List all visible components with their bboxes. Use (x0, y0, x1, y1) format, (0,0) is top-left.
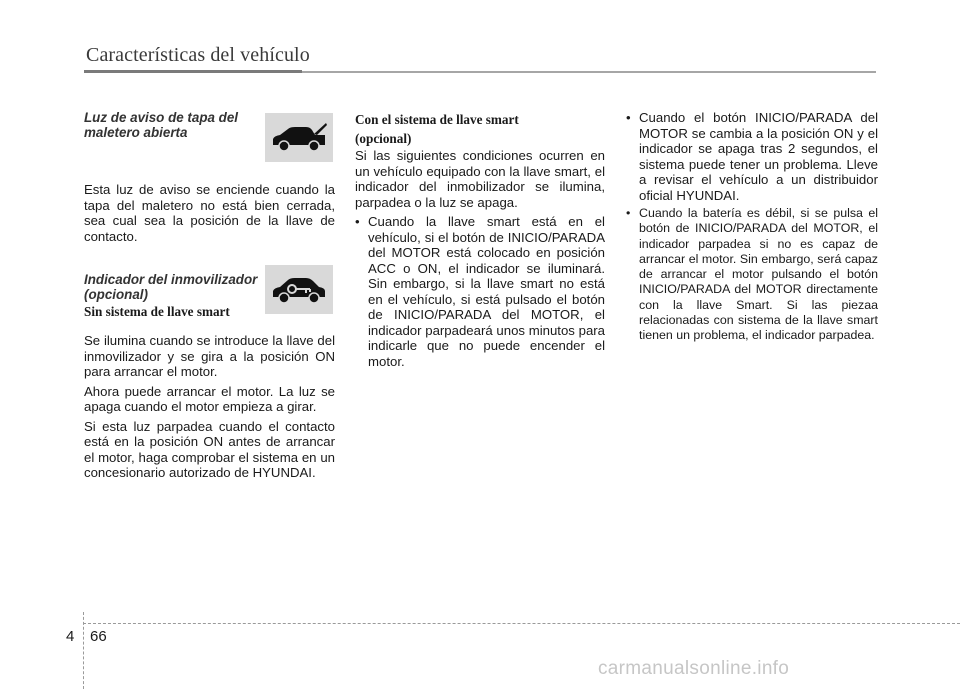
header-rule (84, 70, 302, 73)
footer-divider (83, 612, 84, 689)
immobilizer-heading: Indicador del inmovilizador (opcional) (84, 272, 258, 302)
watermark: carmanualsonline.info (598, 658, 790, 679)
smart-key-optional: (opcional) (355, 131, 412, 146)
trunk-warning-text: Esta luz de aviso se enciende cuando la tapa del maletero no está bien cerrada, sea cual sea la posición de la llave de contacto. (84, 182, 335, 244)
section-number: 4 (66, 628, 75, 645)
smart-key-bullet-3: • Cuando la batería es débil, si se pulsa el botón de INICIO/PARADA del MOTOR, el indicador parpadea si no es capaz de arrancar el motor. Sin embargo, será capaz de arrancar el motor pulsando el botón INICIO/PARADA del MOTOR directamente con la llave Smart. Si las piezaa relacionadas con sistema de la llave smart tienen un problema, el indicador parpadea. (626, 206, 878, 344)
trunk-warning-heading: Luz de aviso de tapa del maletero abierta (84, 110, 239, 140)
immobilizer-key-car-icon (265, 265, 333, 314)
smart-key-bullet-2: • Cuando el botón INICIO/PARADA del MOTOR se cambia a la posición ON y el indicador se apaga tras 2 segundos, el sistema puede tener un problema. Lleve a revisar el vehículo a un distribuidor oficial HYUNDAI. (626, 110, 878, 203)
smart-key-intro: Si las siguientes condiciones ocurren en un vehículo equipado con la llave smart, el indicador del inmobilizador se ilumina, parpadea o la luz se apaga. (355, 148, 605, 210)
header-rule-extension (302, 71, 876, 73)
immobilizer-paragraph-3: Si esta luz parpadea cuando el contacto está en la posición ON antes de arrancar el motor, haga comprobar el sistema en un concesionario autorizado de HYUNDAI. (84, 418, 335, 480)
immobilizer-subheading: Sin sistema de llave smart (84, 304, 230, 319)
smart-key-subheading: Con el sistema de llave smart (355, 112, 519, 127)
column-right (626, 110, 878, 347)
footer-rule (83, 623, 960, 624)
smart-key-bullet-1: • Cuando la llave smart está en el vehículo, si el botón de INICIO/PARADA del MOTOR está colocado en posición ACC o ON, el indicador se iluminará. Sin embargo, si la llave smart no está en el vehículo, si está pulsado el botón de INICIO/PARADA del MOTOR, el indicador parpadeará unos minutos para indicarle que no puede encender el motor. (355, 214, 605, 369)
page-number: 66 (90, 628, 107, 645)
column-middle (355, 110, 605, 372)
immobilizer-paragraph-2: Ahora puede arrancar el motor. La luz se apaga cuando el motor empieza a girar. (84, 383, 335, 414)
trunk-open-car-icon (265, 113, 333, 162)
page-title: Características del vehículo (86, 44, 310, 66)
immobilizer-paragraph-1: Se ilumina cuando se introduce la llave del inmovilizador y se gira a la posición ON para arrancar el motor. (84, 333, 335, 379)
